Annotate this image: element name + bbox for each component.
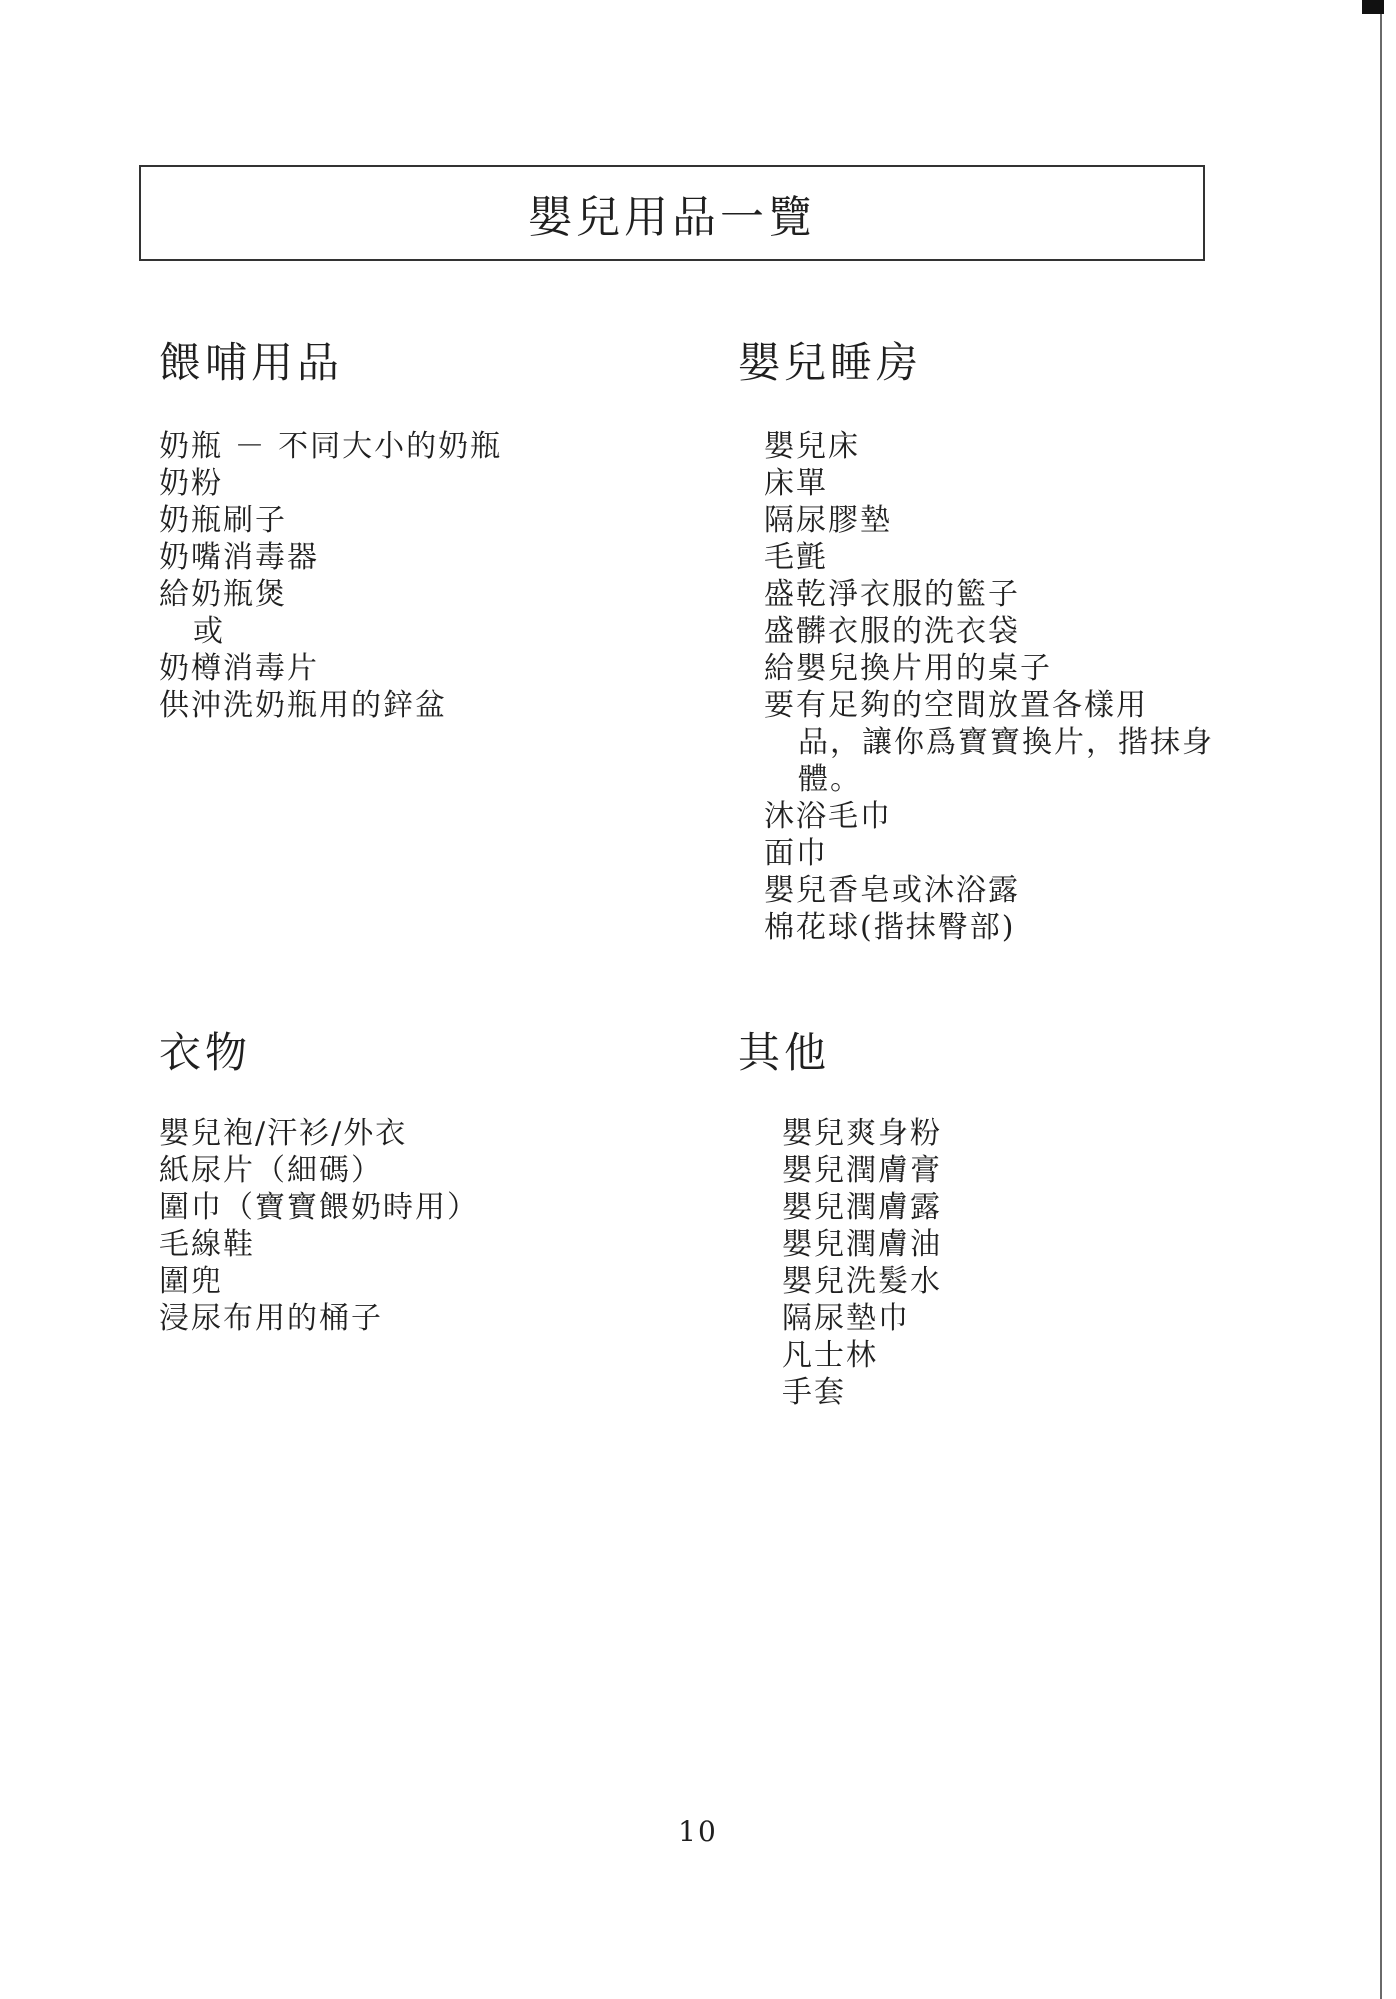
section-heading-clothing: 衣物 <box>159 1028 252 1077</box>
section-heading-feeding: 餵哺用品 <box>159 338 344 387</box>
list-item: 嬰兒床 <box>764 429 860 464</box>
list-item: 浸尿布用的桶子 <box>159 1301 383 1336</box>
page-title: 嬰兒用品一覽 <box>528 192 816 243</box>
list-item: 毛線鞋 <box>159 1227 255 1262</box>
list-item: 面巾 <box>764 836 828 871</box>
list-item: 盛乾淨衣服的籃子 <box>764 577 1020 612</box>
section-clothing <box>159 1020 251 1080</box>
scan-corner-mark <box>1362 0 1384 14</box>
list-item: 凡士林 <box>782 1338 878 1373</box>
list-item: 嬰兒潤膚露 <box>782 1190 942 1225</box>
list-clothing <box>159 1115 479 1337</box>
list-item: 嬰兒爽身粉 <box>782 1116 942 1151</box>
list-item: 給奶瓶煲 <box>159 577 287 612</box>
list-item: 嬰兒潤膚油 <box>782 1227 942 1262</box>
list-item: 要有足夠的空間放置各樣用 <box>764 688 1148 723</box>
list-item: 圍兜 <box>159 1264 223 1299</box>
list-item: 或 <box>193 614 225 649</box>
list-item: 盛髒衣服的洗衣袋 <box>764 614 1020 649</box>
list-item: 毛氈 <box>764 540 828 575</box>
list-others <box>782 1115 942 1411</box>
list-item: 嬰兒洗髮水 <box>782 1264 942 1299</box>
list-item: 給嬰兒換片用的桌子 <box>764 651 1052 686</box>
list-feeding <box>159 428 502 724</box>
list-item: 嬰兒袍/汗衫/外衣 <box>159 1116 408 1151</box>
list-item: 手套 <box>782 1375 846 1410</box>
list-item: 奶粉 <box>159 466 223 501</box>
list-item: 圍巾（寶寶餵奶時用） <box>159 1190 479 1225</box>
list-item: 奶瓶刷子 <box>159 503 287 538</box>
section-nursery <box>738 330 922 390</box>
list-item: 奶嘴消毒器 <box>159 540 319 575</box>
list-item: 隔尿墊巾 <box>782 1301 910 1336</box>
list-item: 品，讓你爲寶寶換片，揩抹身體。 <box>798 725 1214 797</box>
list-item: 沐浴毛巾 <box>764 799 892 834</box>
list-item: 隔尿膠墊 <box>764 503 892 538</box>
section-heading-others: 其他 <box>738 1028 831 1077</box>
list-item: 嬰兒潤膚膏 <box>782 1153 942 1188</box>
list-item: 奶樽消毒片 <box>159 651 319 686</box>
section-others <box>738 1020 830 1080</box>
list-item: 紙尿片（細碼） <box>159 1153 383 1188</box>
section-feeding <box>159 330 343 390</box>
list-item: 床單 <box>764 466 828 501</box>
list-item: 嬰兒香皂或沐浴露 <box>764 873 1020 908</box>
list-nursery <box>764 428 1218 946</box>
list-item: 棉花球(揩抹臀部) <box>764 910 1016 945</box>
title-box <box>139 165 1205 261</box>
list-item: 供沖洗奶瓶用的鋅盆 <box>159 688 447 723</box>
list-item: 奶瓶 － 不同大小的奶瓶 <box>159 429 503 464</box>
section-heading-nursery: 嬰兒睡房 <box>738 338 923 387</box>
page-number: 10 <box>678 1815 718 1848</box>
page-edge-line <box>1380 0 1382 1999</box>
